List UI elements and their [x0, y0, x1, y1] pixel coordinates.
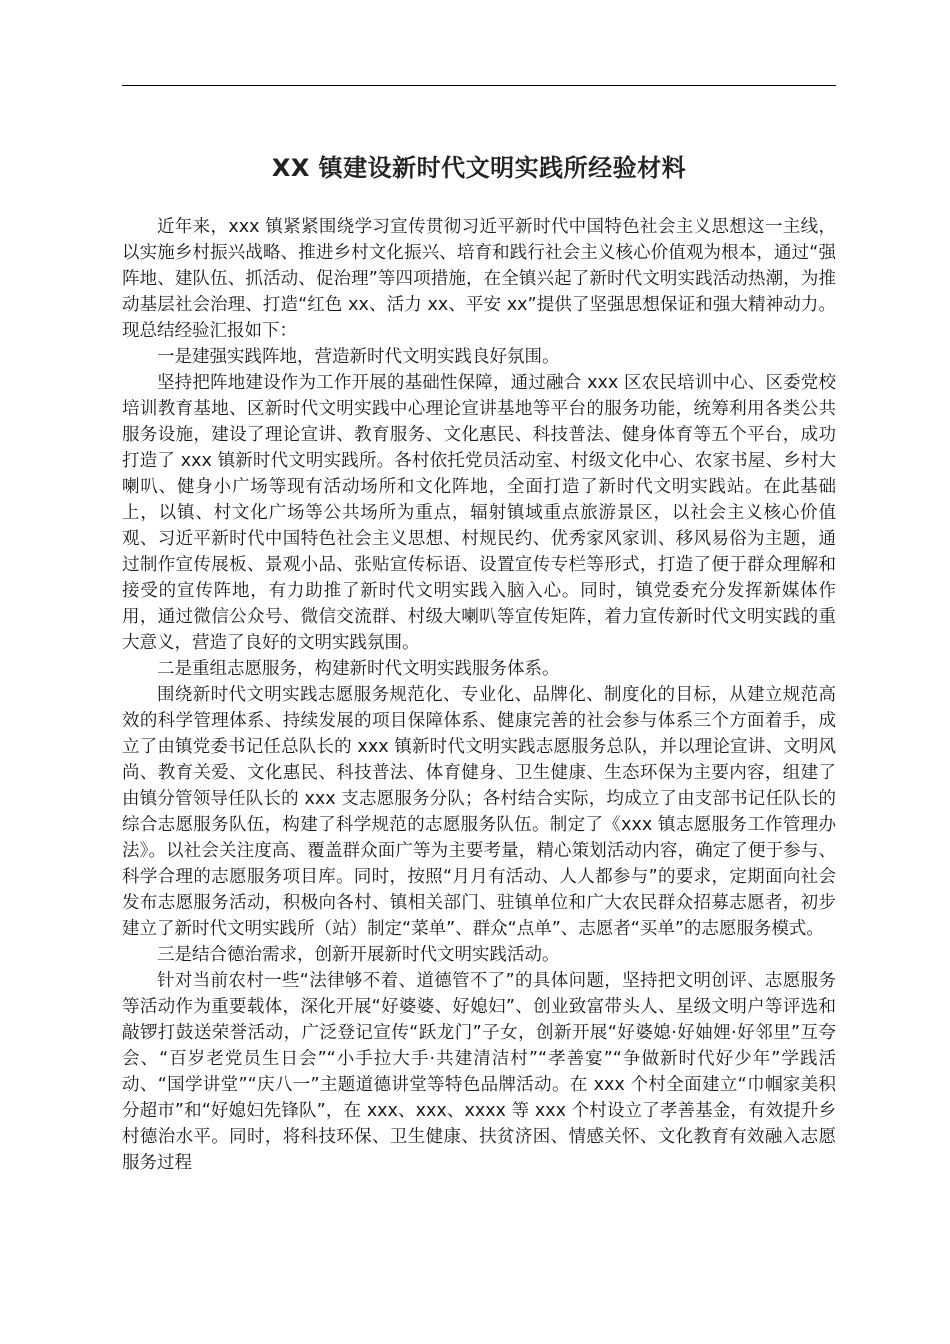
section-body-2: 围绕新时代文明实践志愿服务规范化、专业化、品牌化、制度化的目标，从建立规范高效的科学管理体系、持续发展的项目保障体系、健康完善的社会参与体系三个方面着手，成立了由镇党委书记任总队长的 xxx 镇新时代文明实践志愿服务总队，并以理论宣讲、文明风尚、教育关爱、文化惠民、科技普法、体育健身、卫生健康、生态环保为主要内容，组建了由镇分管领导任队长的 xxx 支志愿服务分队；各村结合实际，均成立了由支部书记任队长的综合志愿服务队伍，构建了科学规范的志愿服务队伍。制定了《xxx 镇志愿服务工作管理办法》。以社会关注度高、覆盖群众面广等为主要考量，精心策划活动内容，确定了便于参与、科学合理的志愿服务项目库。同时，按照“月月有活动、人人都参与”的要求，定期面向社会发布志愿服务活动，积极向各村、镇相关部门、驻镇单位和广大农民群众招募志愿者，初步建立了新时代文明实践所（站）制定“菜单”、群众“点单”、志愿者“买单”的志愿服务模式。 — [122, 685, 836, 939]
section-heading-1: 一是建强实践阵地，营造新时代文明实践良好氛围。 — [157, 347, 560, 367]
document-title: XX 镇建设新时代文明实践所经验材料 — [271, 154, 687, 182]
section-body-1: 坚持把阵地建设作为工作开展的基础性保障，通过融合 xxx 区农民培训中心、区委党校培训教育基地、区新时代文明实践中心理论宣讲基地等平台的服务功能，统筹利用各类公共服务设施，建设了理论宣讲、教育服务、文化惠民、科技普法、健身体育等五个平台，成功打造了 xxx 镇新时代文明实践所。各村依托党员活动室、村级文化中心、农家书屋、乡村大喇叭、健身小广场等现有活动场所和文化阵地，全面打造了新时代文明实践站。在此基础上，以镇、村文化广场等公共场所为重点，辐射镇域重点旅游景区，以社会主义核心价值观、习近平新时代中国特色社会主义思想、村规民约、优秀家风家训、移风易俗为主题，通过制作宣传展板、景观小品、张贴宣传标语、设置宣传专栏等形式，打造了便于群众理解和接受的宣传阵地，有力助推了新时代文明实践入脑入心。同时，镇党委充分发挥新媒体作用，通过微信公众号、微信交流群、村级大喇叭等宣传矩阵，着力宣传新时代文明实践的重大意义，营造了良好的文明实践氛围。 — [122, 373, 836, 653]
section-heading-3: 三是结合德治需求，创新开展新时代文明实践活动。 — [157, 945, 560, 965]
section-heading-2: 二是重组志愿服务，构建新时代文明实践服务体系。 — [157, 659, 560, 679]
document-body — [122, 214, 836, 1329]
section-body-3: 针对当前农村一些“法律够不着、道德管不了”的具体问题，坚持把文明创评、志愿服务等活动作为重要载体，深化开展“好婆婆、好媳妇”、创业致富带头人、星级文明户等评选和敲锣打鼓送荣誉活动，广泛登记宣传“跃龙门”子女，创新开展“好婆媳·好妯娌·好邻里”互夸会、“百岁老党员生日会”“小手拉大手·共建清洁村”“孝善宴”“争做新时代好少年”学践活动、“国学讲堂”“庆八一”主题道德讲堂等特色品牌活动。在 xxx 个村全面建立“巾帼家美积分超市”和“好媳妇先锋队”，在 xxx、xxx、xxxx 等 xxx 个村设立了孝善基金，有效提升乡村德治水平。同时，将科技环保、卫生健康、扶贫济困、情感关怀、文化教育有效融入志愿服务过程 — [122, 971, 836, 1173]
intro-paragraph: 近年来，xxx 镇紧紧围绕学习宣传贯彻习近平新时代中国特色社会主义思想这一主线，以实施乡村振兴战略、推进乡村文化振兴、培育和践行社会主义核心价值观为根本，通过“强阵地、建队伍、抓活动、促治理”等四项措施，在全镇兴起了新时代文明实践活动热潮，为推动基层社会治理、打造“红色 xx、活力 xx、平安 xx”提供了坚强思想保证和强大精神动力。现总结经验汇报如下： — [122, 217, 836, 341]
header-rule — [122, 85, 836, 86]
